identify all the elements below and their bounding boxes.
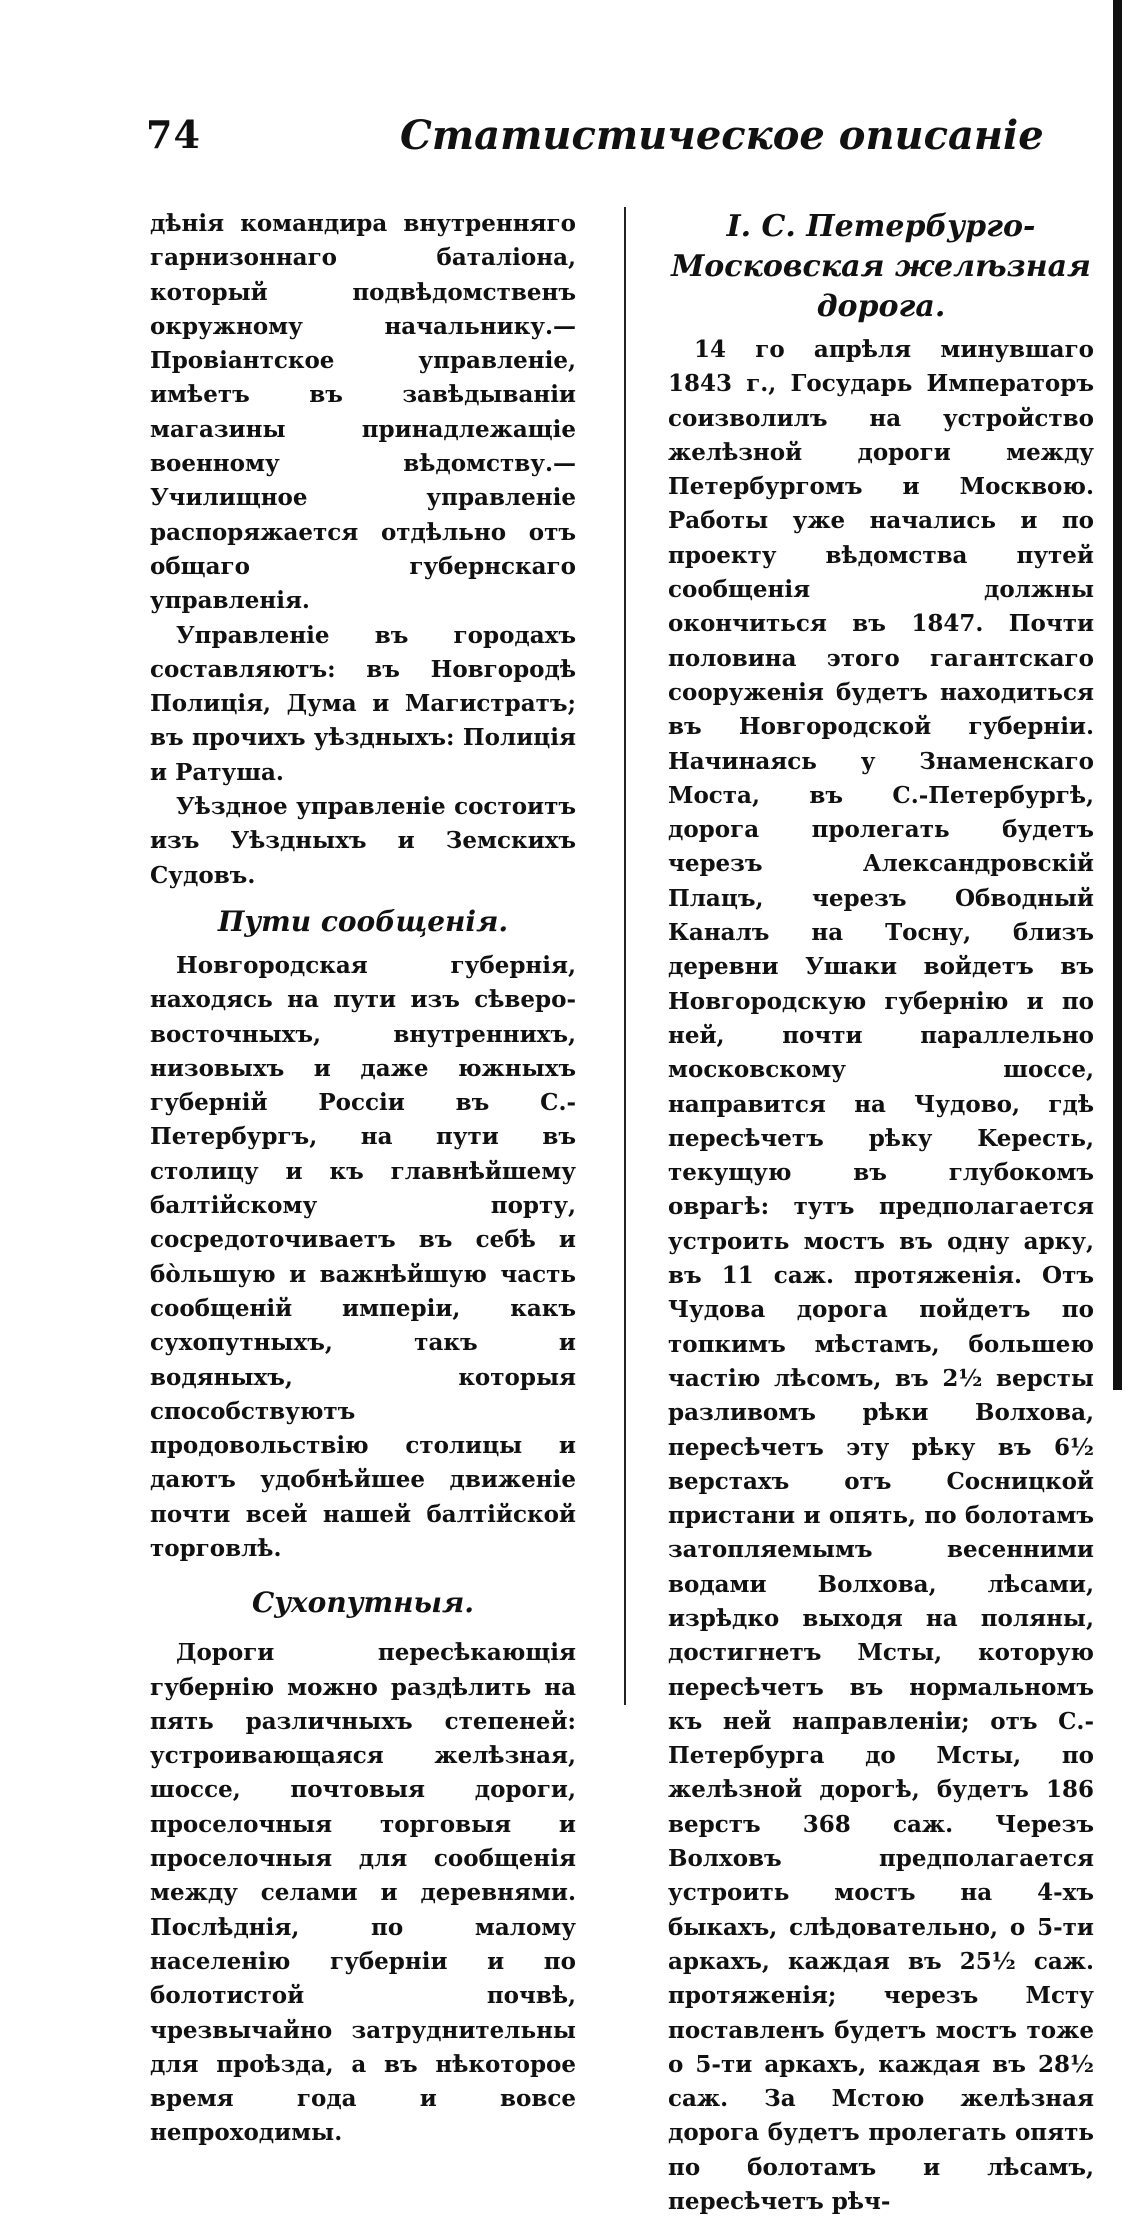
paragraph: 14 го апрѣля минувшаго 1843 г., Государь Императоръ соизволилъ на устройство желѣзной дороги между Петербургомъ и Москвою. Работы уже начались и по проекту вѣдомства путей сообщенія должны окончиться въ 1847. Почти половина этого гагантскаго сооруженія будетъ находиться въ Новгородской губерніи. Начинаясь у Знаменскаго Моста, въ С.-Петербургѣ, дорога пролегать будетъ черезъ Александровскій Плацъ, черезъ Обводный Каналъ на Тосну, близъ деревни Ушаки войдетъ въ Новгородскую губернію и по ней, почти параллельно московскому шоссе, направится на Чудово, гдѣ пересѣчетъ рѣку Keресть, текущую въ глубокомъ оврагѣ: тутъ предполагается устроить мостъ въ одну арку, въ 11 саж. протяженія. Отъ Чудова дорога пойдетъ по топкимъ мѣстамъ, большею частію лѣсомъ, въ 2½ версты разливомъ рѣки Волхова, пересѣчетъ эту рѣку въ 6½ верстахъ отъ Сосницкой пристани и опять, по болотамъ затопляемымъ весенними водами Волхова, лѣсами, изрѣдко выходя на поляны, достигнетъ Мсты, которую пересѣчетъ въ нормальномъ къ ней направленіи; отъ С.-Петербурга до Мсты, по желѣзной дорогѣ, будетъ 186 верстъ 368 саж. Черезъ Волховъ предполагается устроить мостъ на 4-хъ быкахъ, слѣдовательно, о 5-ти аркахъ, каждая въ 25½ саж. протяженія; черезъ Мсту поставленъ будетъ мостъ тоже о 5-ти аркахъ, каждая въ 28½ саж. За Мстою желѣзная дорога будетъ пролегать опять по болотамъ и лѣсамъ, пересѣчетъ рѣч- <box>668 336 1094 2216</box>
left-column <box>150 207 576 2151</box>
right-column <box>668 207 1094 2219</box>
page-number: 74 <box>146 112 201 157</box>
running-title: Статистическое описаніе <box>400 112 1044 159</box>
paragraph: дѣнія командира внутренняго гарнизоннаго баталіона, который подвѣдомственъ окружному начальнику.— Провіантское управленіе, имѣетъ въ завѣдываніи магазины принадлежащіе военному вѣдомству.—Училищное управленіе распоряжается отдѣльно отъ общаго губернскаго управленія. <box>150 210 576 615</box>
section-heading: I. С. Петербурго-Московская желѣзная дорога. <box>671 209 1091 324</box>
section-heading: Сухопутныя. <box>251 1586 475 1620</box>
paragraph: Уѣздное управленіе состоитъ изъ Уѣздныхъ и Земскихъ Судовъ. <box>150 793 576 889</box>
paragraph: Управленіе въ городахъ составляютъ: въ Новгородѣ Полиція, Дума и Магистратъ; въ прочихъ уѣздныхъ: Полиція и Ратуша. <box>150 621 576 786</box>
paragraph: Дороги пересѣкающія губернію можно раздѣлить на пять различныхъ степеней: устроивающаяся желѣзная, шоссе, почтовыя дороги, проселочныя торговыя и проселочныя для сообщенія между селами и деревнями. Послѣднія, по малому населенію губерніи и по болотистой почвѣ, чрезвычайно затруднительны для проѣзда, а въ нѣкоторое время года и вовсе непроходимы. <box>150 1639 576 2147</box>
column-divider <box>624 207 626 1705</box>
section-heading: Пути сообщенія. <box>217 904 509 938</box>
paragraph: Новгородская губернія, находясь на пути изъ сѣверо-восточныхъ, внутреннихъ, низовыхъ и даже южныхъ губерній Россіи въ С.-Петербургъ, на пути въ столицу и къ главнѣйшему балтійскому порту, сосредоточиваетъ въ себѣ и бòльшую и важнѣйшую часть сообщеній имперіи, какъ сухопутныхъ, такъ и водяныхъ, которыя способствуютъ продовольствію столицы и даютъ удобнѣйшее движеніе почти всей нашей балтійской торговлѣ. <box>150 951 576 1562</box>
binding-edge <box>1113 0 1122 1390</box>
